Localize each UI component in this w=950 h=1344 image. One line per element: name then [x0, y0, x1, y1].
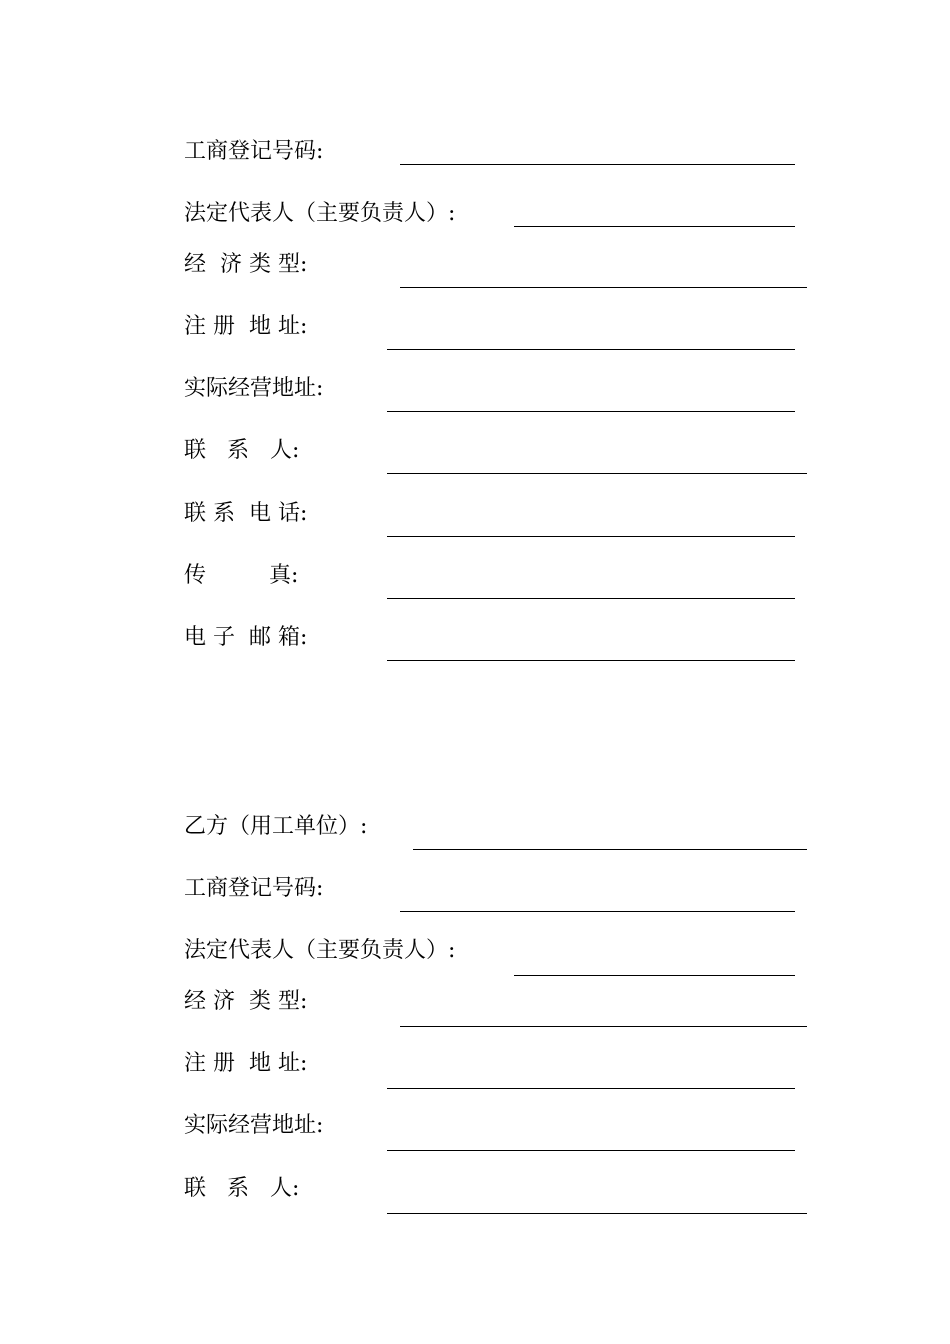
field-label: 实际经营地址: — [184, 376, 324, 401]
field-b-contact-person — [0, 1162, 950, 1202]
field-label: 法定代表人（主要负责人）: — [184, 938, 456, 963]
field-label: 注 册 地 址: — [184, 1051, 308, 1076]
field-b-business-reg-no — [0, 862, 950, 902]
field-b-economic-type — [0, 975, 950, 1015]
blank-line — [400, 287, 807, 288]
field-b-registered-address — [0, 1037, 950, 1077]
blank-line — [514, 226, 795, 227]
blank-line — [400, 911, 795, 912]
field-label: 联 系 人: — [184, 1176, 300, 1201]
field-a-economic-type — [0, 238, 950, 278]
blank-line — [400, 164, 795, 165]
field-b-business-address — [0, 1099, 950, 1139]
blank-line — [387, 1150, 795, 1151]
blank-line — [387, 473, 807, 474]
field-b-legal-representative — [0, 924, 950, 964]
field-a-registered-address — [0, 300, 950, 340]
field-label: 联 系 电 话: — [184, 501, 308, 526]
field-label: 法定代表人（主要负责人）: — [184, 201, 456, 226]
field-a-business-reg-no — [0, 125, 950, 165]
field-label: 工商登记号码: — [184, 876, 324, 901]
blank-line — [400, 1026, 807, 1027]
field-label: 注 册 地 址: — [184, 314, 308, 339]
field-label: 电 子 邮 箱: — [184, 625, 308, 650]
field-label: 经 济 类 型: — [184, 252, 308, 277]
blank-line — [387, 1088, 795, 1089]
field-label: 乙方（用工单位）: — [184, 814, 368, 839]
field-label: 传 真: — [184, 563, 299, 588]
blank-line — [387, 1213, 807, 1214]
field-label: 经 济 类 型: — [184, 989, 308, 1014]
field-a-business-address — [0, 362, 950, 402]
blank-line — [387, 349, 795, 350]
field-label: 联 系 人: — [184, 438, 300, 463]
field-label: 实际经营地址: — [184, 1113, 324, 1138]
blank-line — [387, 411, 795, 412]
field-b-employer-name — [0, 800, 950, 840]
blank-line — [413, 849, 807, 850]
field-a-contact-phone — [0, 487, 950, 527]
field-a-contact-person — [0, 424, 950, 464]
field-a-legal-representative — [0, 187, 950, 227]
field-label: 工商登记号码: — [184, 139, 324, 164]
field-a-email — [0, 611, 950, 651]
blank-line — [387, 536, 795, 537]
blank-line — [387, 660, 795, 661]
blank-line — [387, 598, 795, 599]
field-a-fax — [0, 549, 950, 589]
